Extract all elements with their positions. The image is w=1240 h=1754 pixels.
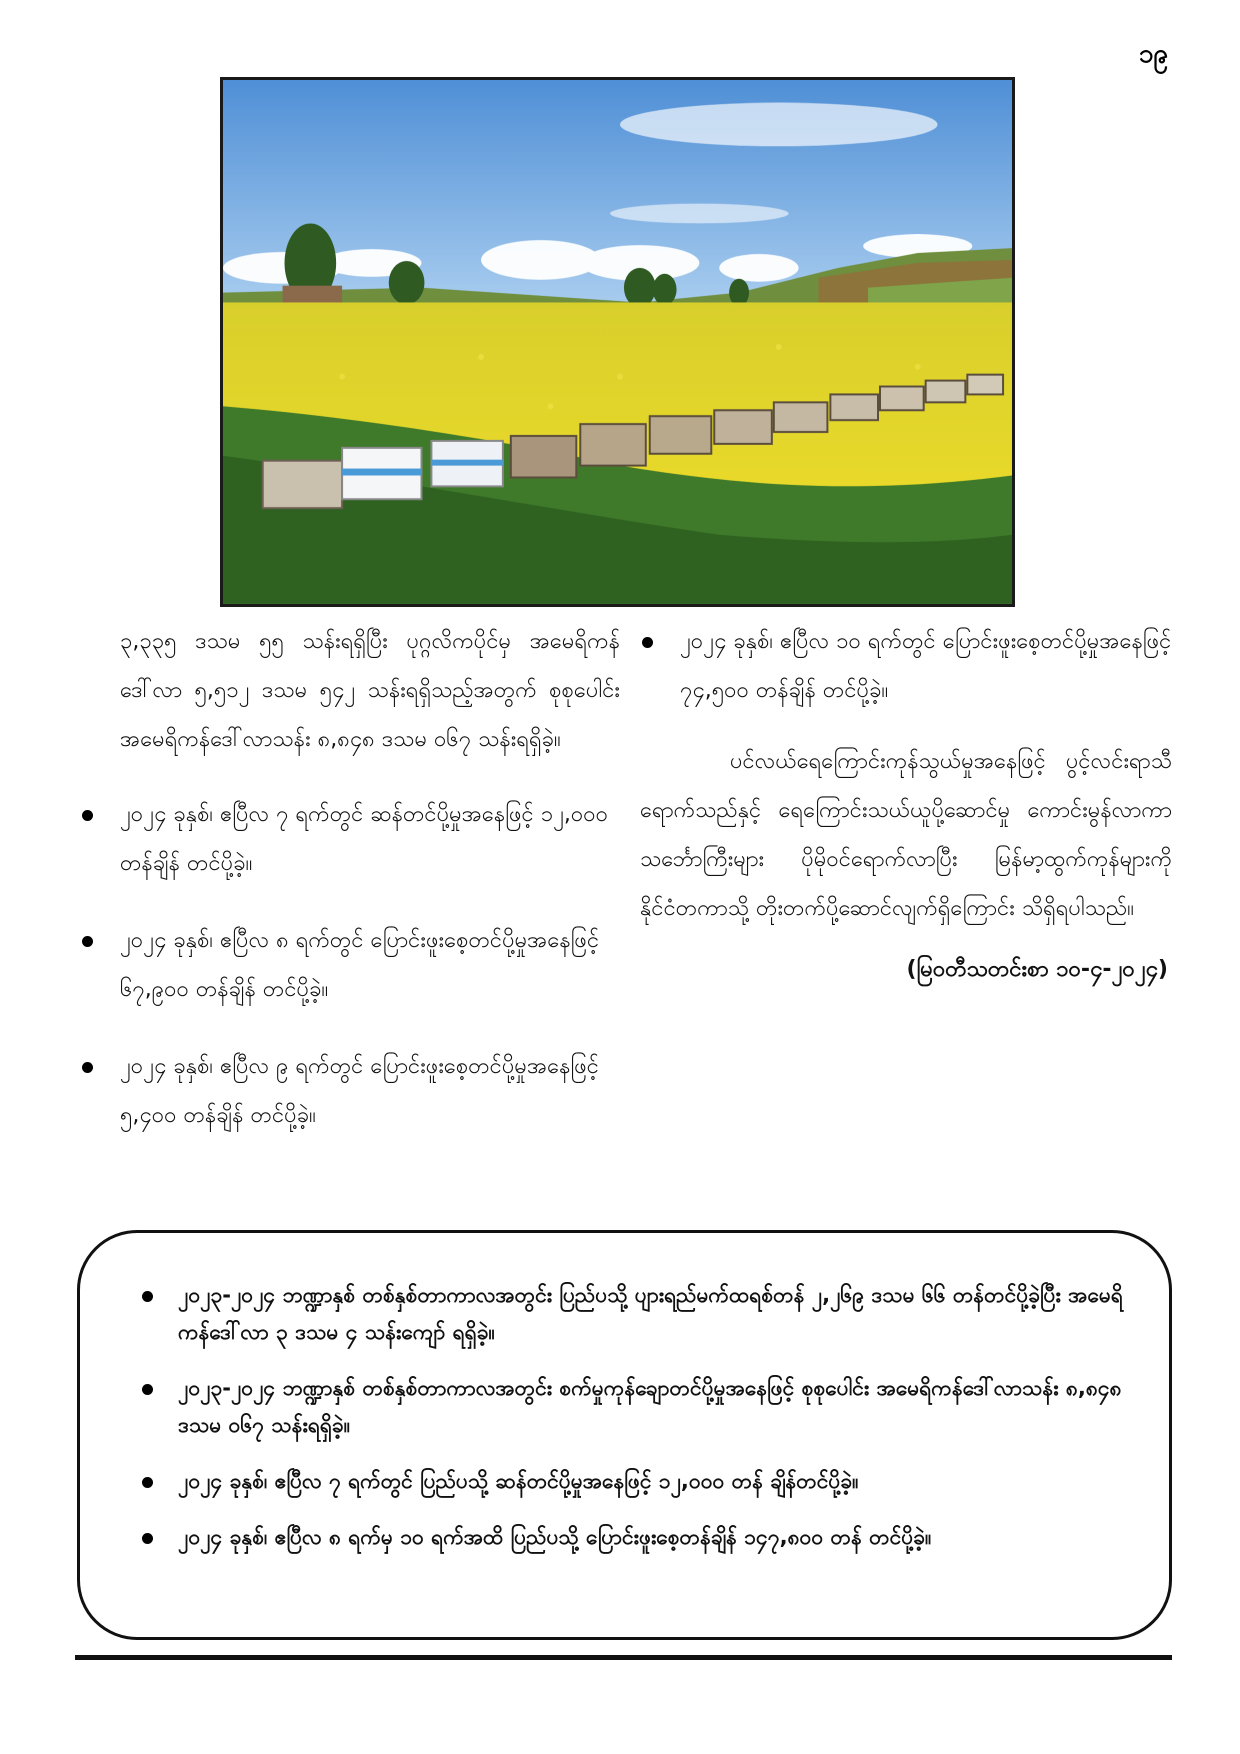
beehive-field-photo [220,77,1015,607]
right-bullet-list [640,617,1172,715]
photo-illustration [223,80,1012,604]
bottom-rule [75,1655,1172,1660]
bullet-dot-icon [142,1533,153,1544]
summary-bullet-list [120,1277,1129,1556]
list-item: ၂၀၂၄ ခုနှစ်၊ ဧပြီလ ၉ ရက်တွင် ပြောင်းဖူးစေ့တင်ပို့မှုအနေဖြင့် ၅,၄၀၀ တန်ချိန် တင်ပို့ခဲ့။ [80,1042,620,1140]
bullet-dot-icon [82,1062,93,1073]
list-item: ၂၀၂၃-၂၀၂၄ ဘဏ္ဍာနှစ် တစ်နှစ်တာကာလအတွင်း ပြည်ပသို့ ပျားရည်မက်ထရစ်တန် ၂,၂၆၉ ဒသမ ၆၆ တန်တင်ပို့ခဲ့ပြီး အမေရိကန်ဒေါ်လာ ၃ ဒသမ ၄ သန်းကျော် ရရှိခဲ့။ [120,1277,1129,1351]
page-number: ၁၉ [1138,39,1168,69]
intro-paragraph: ၃,၃၃၅ ဒသမ ၅၅ သန်းရရှိပြီး ပုဂ္ဂလိကပိုင်မှ အမေရိကန်ဒေါ်လာ ၅,၅၁၂ ဒသမ ၅၄၂ သန်းရရှိသည့်အတွက် စုစုပေါင်း အမေရိကန်ဒေါ်လာသန်း ၈,၈၄၈ ဒသမ ၀၆၇ သန်းရရှိခဲ့။ [120,629,620,752]
list-item: ၂၀၂၄ ခုနှစ်၊ ဧပြီလ ၈ ရက်တွင် ပြောင်းဖူးစေ့တင်ပို့မှုအနေဖြင့် ၆၇,၉၀၀ တန်ချိန် တင်ပို့ခဲ့။ [80,916,620,1014]
bullet-dot-icon [142,1477,153,1488]
list-item: ၂၀၂၃-၂၀၂၄ ဘဏ္ဍာနှစ် တစ်နှစ်တာကာလအတွင်း စက်မှုကုန်ချောတင်ပို့မှုအနေဖြင့် စုစုပေါင်း အမေရိကန်ဒေါ်လာသန်း ၈,၈၄၈ ဒသမ ၀၆၇ သန်းရရှိခဲ့။ [120,1370,1129,1444]
bullet-dot-icon [142,1384,153,1395]
right-column [640,617,1172,994]
bullet-dot-icon [82,810,93,821]
list-item: ၂၀၂၄ ခုနှစ်၊ ဧပြီလ ၁၀ ရက်တွင် ပြောင်းဖူးစေ့တင်ပို့မှုအနေဖြင့် ၇၄,၅၀၀ တန်ချိန် တင်ပို့ခဲ့။ [640,617,1172,715]
list-item: ၂၀၂၄ ခုနှစ်၊ ဧပြီလ ၇ ရက်တွင် ပြည်ပသို့ ဆန်တင်ပို့မှုအနေဖြင့် ၁၂,၀၀၀ တန် ချိန်တင်ပို့ခဲ့။ [120,1463,1129,1500]
bullet-dot-icon [642,637,653,648]
list-item: ၂၀၂၄ ခုနှစ်၊ ဧပြီလ ၇ ရက်တွင် ဆန်တင်ပို့မှုအနေဖြင့် ၁၂,၀၀၀ တန်ချိန် တင်ပို့ခဲ့။ [80,790,620,888]
left-column [80,617,620,1168]
list-item: ၂၀၂၄ ခုနှစ်၊ ဧပြီလ ၈ ရက်မှ ၁၀ ရက်အထိ ပြည်ပသို့ ပြောင်းဖူးစေ့တန်ချိန် ၁၄၇,၈၀၀ တန် တင်ပို့ခဲ့။ [120,1519,1129,1556]
bullet-dot-icon [82,936,93,947]
body-paragraph: ပင်လယ်ရေကြောင်းကုန်သွယ်မှုအနေဖြင့် ပွင့်လင်းရာသီရောက်သည်နှင့် ရေကြောင်းသယ်ယူပို့ဆောင်မှု ကောင်းမွန်လာကာ သင်္ဘောကြီးများ ပိုမိုဝင်ရောက်လာပြီး မြန်မာ့ထွက်ကုန်များကို နိုင်ငံတကာသို့ တိုးတက်ပို့ဆောင်လျက်ရှိကြောင်း သိရှိရပါသည်။ [640,749,1172,921]
bullet-dot-icon [142,1291,153,1302]
source-citation: (မြဝတီသတင်းစာ ၁၀-၄-၂၀၂၄) [906,957,1168,982]
left-bullet-list [80,790,620,1140]
summary-box [77,1230,1172,1640]
